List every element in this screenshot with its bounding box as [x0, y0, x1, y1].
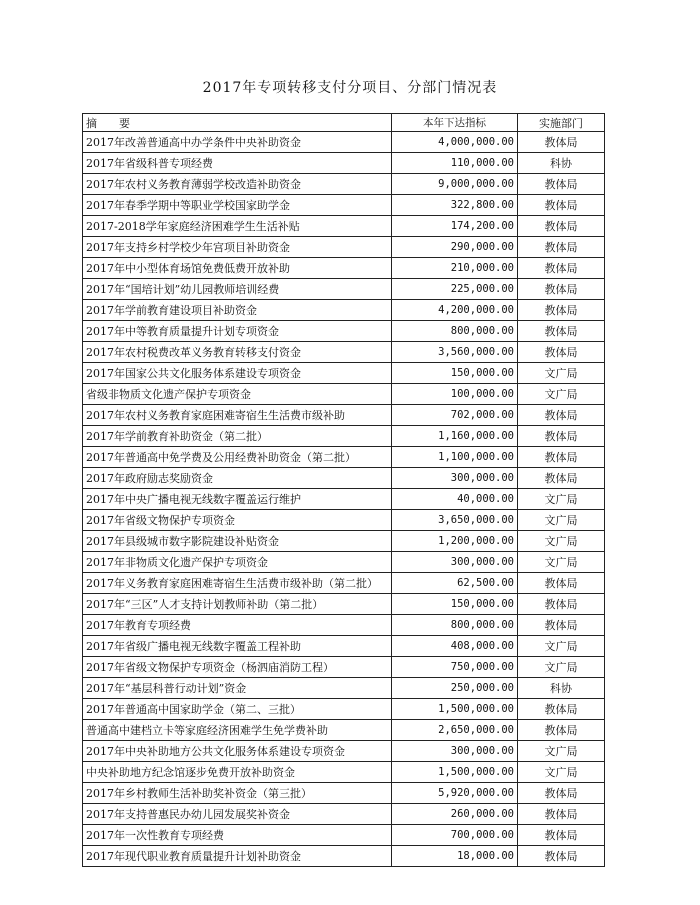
table-row	[83, 132, 605, 153]
row-dept: 文广局	[518, 657, 605, 678]
header-summary: 摘 要	[83, 114, 392, 132]
table-row	[83, 321, 605, 342]
row-dept: 教体局	[518, 468, 605, 489]
row-name: 2017年教育专项经费	[83, 615, 392, 636]
row-name: 2017年中小型体育场馆免费低费开放补助	[83, 258, 392, 279]
table-row	[83, 657, 605, 678]
table-row	[83, 531, 605, 552]
row-amount: 260,000.00	[392, 804, 518, 825]
table-row	[83, 699, 605, 720]
row-name: 2017年一次性教育专项经费	[83, 825, 392, 846]
table-row	[83, 678, 605, 699]
table-row	[83, 489, 605, 510]
table-row	[83, 615, 605, 636]
row-name: 2017年中等教育质量提升计划专项资金	[83, 321, 392, 342]
row-amount: 4,200,000.00	[392, 300, 518, 321]
row-amount: 3,560,000.00	[392, 342, 518, 363]
row-dept: 教体局	[518, 426, 605, 447]
row-name: 2017年学前教育补助资金（第二批）	[83, 426, 392, 447]
row-amount: 3,650,000.00	[392, 510, 518, 531]
row-dept: 教体局	[518, 573, 605, 594]
table-row	[83, 825, 605, 846]
table-row	[83, 762, 605, 783]
table-row	[83, 468, 605, 489]
table-row	[83, 783, 605, 804]
row-dept: 教体局	[518, 342, 605, 363]
table-row	[83, 279, 605, 300]
row-dept: 教体局	[518, 699, 605, 720]
row-name: 2017年中央广播电视无线数字覆盖运行维护	[83, 489, 392, 510]
row-amount: 150,000.00	[392, 363, 518, 384]
table-row	[83, 636, 605, 657]
row-name: 2017年乡村教师生活补助奖补资金（第三批）	[83, 783, 392, 804]
row-amount: 100,000.00	[392, 384, 518, 405]
row-dept: 教体局	[518, 132, 605, 153]
row-dept: 教体局	[518, 804, 605, 825]
row-name: 中央补助地方纪念馆逐步免费开放补助资金	[83, 762, 392, 783]
row-dept: 科协	[518, 678, 605, 699]
allocation-table	[82, 113, 605, 867]
row-dept: 文广局	[518, 363, 605, 384]
row-dept: 文广局	[518, 510, 605, 531]
row-amount: 750,000.00	[392, 657, 518, 678]
table-row	[83, 741, 605, 762]
row-name: 2017年改善普通高中办学条件中央补助资金	[83, 132, 392, 153]
row-dept: 教体局	[518, 237, 605, 258]
row-name: 2017年非物质文化遗产保护专项资金	[83, 552, 392, 573]
row-dept: 教体局	[518, 594, 605, 615]
table-row	[83, 594, 605, 615]
row-amount: 408,000.00	[392, 636, 518, 657]
row-name: 2017年省级文物保护专项资金（杨泗庙消防工程）	[83, 657, 392, 678]
row-amount: 702,000.00	[392, 405, 518, 426]
table-row	[83, 804, 605, 825]
row-dept: 教体局	[518, 216, 605, 237]
row-name: 2017-2018学年家庭经济困难学生生活补贴	[83, 216, 392, 237]
row-dept: 教体局	[518, 279, 605, 300]
row-name: 2017年普通高中免学费及公用经费补助资金（第二批）	[83, 447, 392, 468]
row-amount: 150,000.00	[392, 594, 518, 615]
row-amount: 250,000.00	[392, 678, 518, 699]
row-name: 普通高中建档立卡等家庭经济困难学生免学费补助	[83, 720, 392, 741]
row-amount: 322,800.00	[392, 195, 518, 216]
row-amount: 40,000.00	[392, 489, 518, 510]
page-title: 2017年专项转移支付分项目、分部门情况表	[202, 80, 498, 96]
table-row	[83, 552, 605, 573]
row-amount: 18,000.00	[392, 846, 518, 867]
row-dept: 教体局	[518, 783, 605, 804]
row-name: 2017年“基层科普行动计划”资金	[83, 678, 392, 699]
row-amount: 1,500,000.00	[392, 699, 518, 720]
table-body	[83, 132, 605, 867]
row-amount: 700,000.00	[392, 825, 518, 846]
row-name: 2017年春季学期中等职业学校国家助学金	[83, 195, 392, 216]
row-dept: 教体局	[518, 615, 605, 636]
header-dept: 实施部门	[518, 114, 605, 132]
row-dept: 教体局	[518, 825, 605, 846]
table-row	[83, 363, 605, 384]
row-amount: 800,000.00	[392, 321, 518, 342]
row-dept: 教体局	[518, 846, 605, 867]
table-row	[83, 258, 605, 279]
row-amount: 4,000,000.00	[392, 132, 518, 153]
table-row	[83, 846, 605, 867]
row-amount: 1,200,000.00	[392, 531, 518, 552]
row-dept: 文广局	[518, 552, 605, 573]
row-name: 2017年普通高中国家助学金（第二、三批）	[83, 699, 392, 720]
row-amount: 9,000,000.00	[392, 174, 518, 195]
table-row	[83, 216, 605, 237]
row-dept: 文广局	[518, 531, 605, 552]
row-name: 2017年中央补助地方公共文化服务体系建设专项资金	[83, 741, 392, 762]
row-dept: 文广局	[518, 636, 605, 657]
row-amount: 800,000.00	[392, 615, 518, 636]
row-name: 2017年现代职业教育质量提升计划补助资金	[83, 846, 392, 867]
table-row	[83, 300, 605, 321]
row-amount: 1,160,000.00	[392, 426, 518, 447]
row-dept: 教体局	[518, 321, 605, 342]
header-amount: 本年下达指标	[392, 114, 518, 132]
row-dept: 教体局	[518, 405, 605, 426]
row-amount: 110,000.00	[392, 153, 518, 174]
row-name: 2017年学前教育建设项目补助资金	[83, 300, 392, 321]
table-row	[83, 153, 605, 174]
row-name: 2017年省级科普专项经费	[83, 153, 392, 174]
row-name: 2017年政府励志奖励资金	[83, 468, 392, 489]
table-row	[83, 426, 605, 447]
row-amount: 300,000.00	[392, 552, 518, 573]
row-amount: 174,200.00	[392, 216, 518, 237]
row-name: 2017年义务教育家庭困难寄宿生生活费市级补助（第二批）	[83, 573, 392, 594]
row-dept: 文广局	[518, 489, 605, 510]
row-amount: 62,500.00	[392, 573, 518, 594]
table-row	[83, 510, 605, 531]
row-dept: 文广局	[518, 762, 605, 783]
row-dept: 文广局	[518, 741, 605, 762]
table-row	[83, 447, 605, 468]
row-amount: 1,100,000.00	[392, 447, 518, 468]
table-row	[83, 174, 605, 195]
table-row	[83, 195, 605, 216]
table-row	[83, 405, 605, 426]
row-dept: 教体局	[518, 720, 605, 741]
row-amount: 300,000.00	[392, 468, 518, 489]
row-name: 2017年农村税费改革义务教育转移支付资金	[83, 342, 392, 363]
row-dept: 科协	[518, 153, 605, 174]
table-row	[83, 384, 605, 405]
table-row	[83, 573, 605, 594]
row-name: 2017年国家公共文化服务体系建设专项资金	[83, 363, 392, 384]
row-dept: 教体局	[518, 300, 605, 321]
row-amount: 2,650,000.00	[392, 720, 518, 741]
table-row	[83, 237, 605, 258]
row-name: 省级非物质文化遗产保护专项资金	[83, 384, 392, 405]
row-name: 2017年支持乡村学校少年宫项目补助资金	[83, 237, 392, 258]
row-dept: 教体局	[518, 447, 605, 468]
row-name: 2017年省级广播电视无线数字覆盖工程补助	[83, 636, 392, 657]
row-amount: 5,920,000.00	[392, 783, 518, 804]
row-name: 2017年省级文物保护专项资金	[83, 510, 392, 531]
row-name: 2017年县级城市数字影院建设补贴资金	[83, 531, 392, 552]
row-dept: 教体局	[518, 174, 605, 195]
row-amount: 1,500,000.00	[392, 762, 518, 783]
row-amount: 300,000.00	[392, 741, 518, 762]
row-dept: 教体局	[518, 258, 605, 279]
row-amount: 225,000.00	[392, 279, 518, 300]
row-name: 2017年“国培计划”幼儿园教师培训经费	[83, 279, 392, 300]
table-row	[83, 342, 605, 363]
table-row	[83, 720, 605, 741]
row-name: 2017年农村义务教育家庭困难寄宿生生活费市级补助	[83, 405, 392, 426]
row-amount: 210,000.00	[392, 258, 518, 279]
row-amount: 290,000.00	[392, 237, 518, 258]
row-dept: 文广局	[518, 384, 605, 405]
table-header-row	[83, 114, 605, 132]
row-name: 2017年支持普惠民办幼儿园发展奖补资金	[83, 804, 392, 825]
row-name: 2017年“三区”人才支持计划教师补助（第二批）	[83, 594, 392, 615]
row-dept: 教体局	[518, 195, 605, 216]
row-name: 2017年农村义务教育薄弱学校改造补助资金	[83, 174, 392, 195]
